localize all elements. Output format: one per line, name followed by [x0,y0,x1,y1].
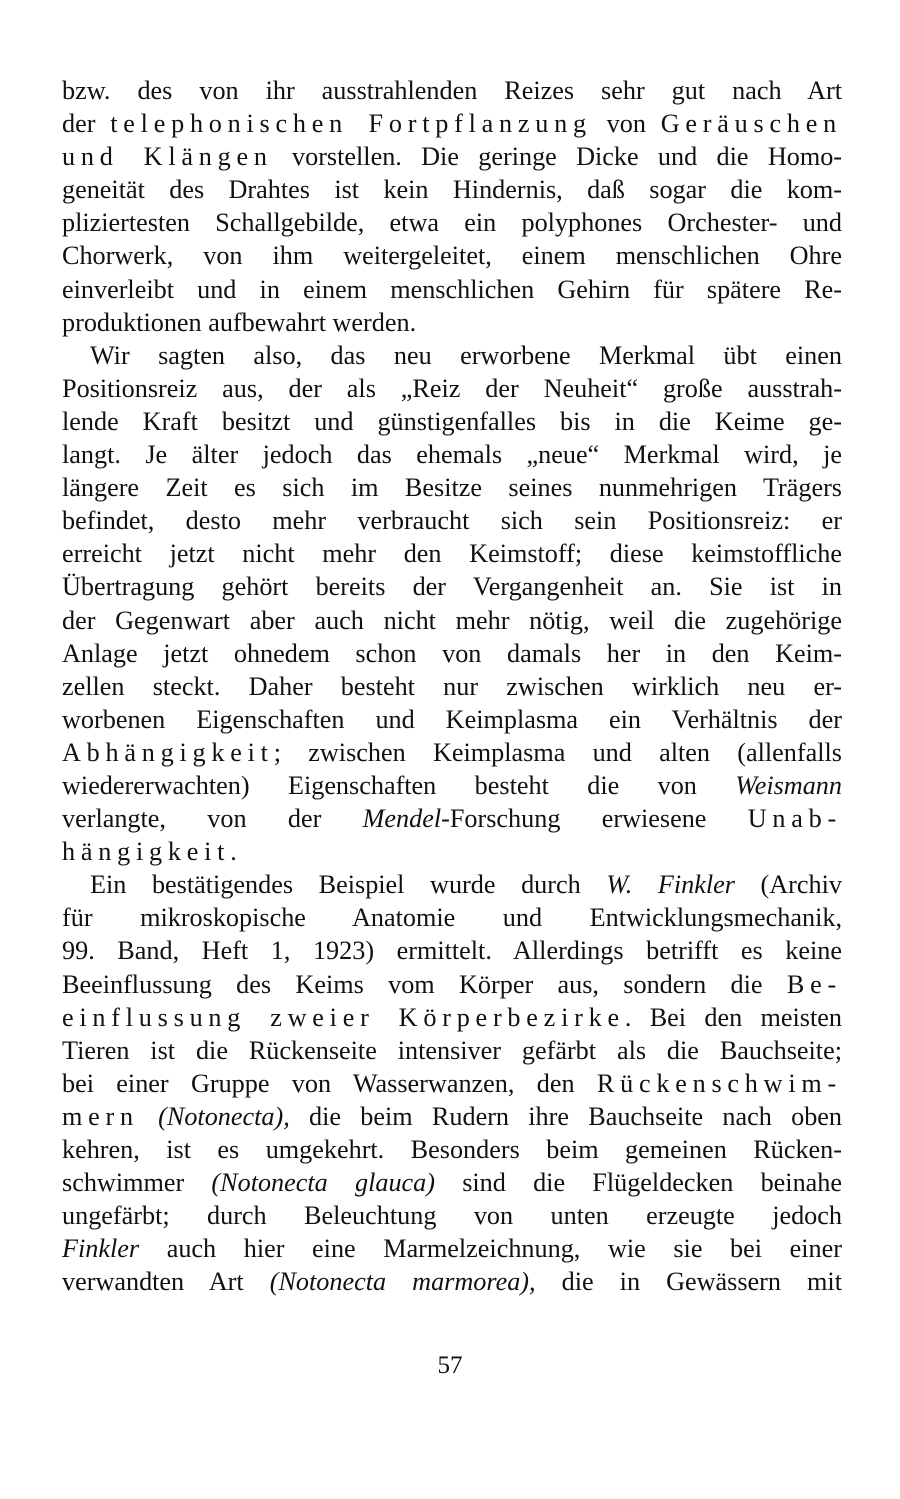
text-segment: ungefärbt; durch Beleuchtung von unten erzeugte jedoch [62,1201,842,1231]
text-segment: für mikroskopische Anatomie und Entwicklungsmechanik, [62,903,842,933]
text-line [62,736,842,769]
text-line [62,1199,842,1232]
text-line [62,405,842,438]
italic-text: (Notonecta glauca) [211,1168,435,1198]
text-segment: ; zwischen Keimplasma und alten (allenfalls [273,737,842,767]
text-segment: der Gegenwart aber auch nicht mehr nötig, weil die zugehörige [62,605,842,635]
paragraph [62,868,842,1298]
text-segment: die beim Rudern ihre Bauchseite nach oben [289,1101,842,1131]
italic-text: (Notonecta marmorea), [269,1267,536,1297]
text-segment [139,1102,158,1131]
italic-text: Weismann [735,770,842,800]
text-line [62,637,842,670]
text-line [62,438,842,471]
text-line [62,1034,842,1067]
spaced-text: und Klängen [62,142,273,172]
text-line [62,1067,842,1100]
text-segment: befindet, desto mehr verbraucht sich sein Positionsreiz: er [62,506,842,536]
spaced-text: telephonischen Fortpflanzung [110,109,592,139]
text-segment: verwandten Art [62,1267,270,1297]
text-line [62,968,842,1001]
text-segment: auch hier eine Marmelzeichnung, wie sie bei einer [139,1234,842,1264]
text-line [62,1265,842,1298]
text-line [62,670,842,703]
text-line [62,604,842,637]
text-line [62,140,842,173]
text-segment: 99. Band, Heft 1, 1923) ermittelt. Allerdings betrifft es keine [62,936,842,966]
text-line [62,1166,842,1199]
text-segment: Ein bestätigendes Beispiel wurde durch [90,870,607,900]
text-line [62,570,842,603]
paragraph [62,339,842,869]
text-line [62,339,842,372]
text-segment: (Archiv [734,870,842,900]
text-segment: wiedererwachten) Eigenschaften besteht die von [62,770,736,800]
text-segment: Übertragung gehört bereits der Vergangenheit an. Sie ist in [62,572,842,602]
text-segment: kehren, ist es umgekehrt. Besonders beim gemeinen Rücken- [62,1135,842,1164]
text-line [62,934,842,967]
italic-text: Finkler [62,1234,140,1264]
text-segment: Beeinflussung des Keims vom Körper aus, sondern die [62,969,787,999]
page-number: 57 [437,1352,463,1379]
text-segment: der [62,109,111,139]
text-line [62,74,842,107]
spaced-text: Geräuschen [660,109,842,139]
spaced-text: mern [62,1101,139,1131]
text-segment: -Forschung erwiesene [441,804,748,834]
text-line [62,504,842,537]
text-line [62,273,842,306]
text-segment: lende Kraft besitzt und günstigenfalles bis in die Keime ge- [62,406,842,436]
text-line [62,901,842,934]
text-segment: Wir sagten also, das neu erworbene Merkmal übt einen [90,340,842,370]
spaced-text: hängigkeit [62,837,231,867]
text-line [62,769,842,802]
text-line [62,1232,842,1265]
text-segment: langt. Je älter jedoch das ehemals „neue“ Merkmal wird, je [62,440,842,470]
text-segment: produktionen aufbewahrt werden. [62,307,417,337]
spaced-text: einflussung zweier Körperbezirke [62,1002,625,1032]
italic-text: Mendel [362,804,442,834]
text-segment: Chorwerk, von ihm weitergeleitet, einem menschlichen Ohre [62,241,842,271]
spaced-text: Abhängigkeit [62,737,274,767]
text-segment: worbenen Eigenschaften und Keimplasma ein Verhältnis der [62,704,842,734]
text-segment: sind die Flügeldecken beinahe [434,1168,842,1198]
text-line [62,1133,842,1166]
text-segment: von [591,109,661,139]
text-line [62,802,842,835]
text-segment: vorstellen. Die geringe Dicke und die Homo- [272,142,842,172]
text-line [62,835,842,868]
text-segment: Positionsreiz aus, der als „Reiz der Neuheit“ große ausstrah- [62,373,842,403]
text-segment: erreicht jetzt nicht mehr den Keimstoff; diese keimstoffliche [62,539,842,569]
text-segment: zellen steckt. Daher besteht nur zwischen wirklich neu er- [62,671,842,701]
text-line [62,1100,842,1133]
italic-text: W. Finkler [606,870,735,900]
text-segment: pliziertesten Schallgebilde, etwa ein polyphones Orchester- und [62,208,842,238]
text-segment: längere Zeit es sich im Besitze seines nunmehrigen Trägers [62,473,842,503]
text-line [62,703,842,736]
text-segment: . Bei den meisten [624,1002,842,1032]
text-line [62,306,842,339]
paragraph [62,74,842,339]
text-line [62,206,842,239]
italic-text: (Notonecta), [158,1101,290,1131]
text-line [62,471,842,504]
text-segment: bei einer Gruppe von Wasserwanzen, den [62,1068,597,1098]
text-line [62,868,842,901]
text-segment: Anlage jetzt ohnedem schon von damals her in den Keim- [62,638,842,668]
spaced-text: Rückenschwim- [596,1068,842,1098]
text-line [62,107,842,140]
text-line [62,372,842,405]
text-line [62,537,842,570]
text-segment: verlangte, von der [62,804,363,834]
page-body [62,74,842,1298]
text-segment: geneität des Drahtes ist kein Hindernis, daß sogar die kom- [62,175,842,205]
text-segment: schwimmer [62,1168,212,1198]
text-segment: die in Gewässern mit [535,1267,842,1297]
text-segment: . [230,837,237,867]
text-segment: einverleibt und in einem menschlichen Gehirn für spätere Re- [62,274,842,304]
text-line [62,173,842,206]
text-line [62,1001,842,1034]
text-segment: bzw. des von ihr ausstrahlenden Reizes sehr gut nach Art [62,76,842,105]
spaced-text: Be- [786,969,842,999]
text-segment: Tieren ist die Rückenseite intensiver gefärbt als die Bauchseite; [62,1035,842,1065]
text-line [62,239,842,272]
spaced-text: Unab- [747,804,842,834]
